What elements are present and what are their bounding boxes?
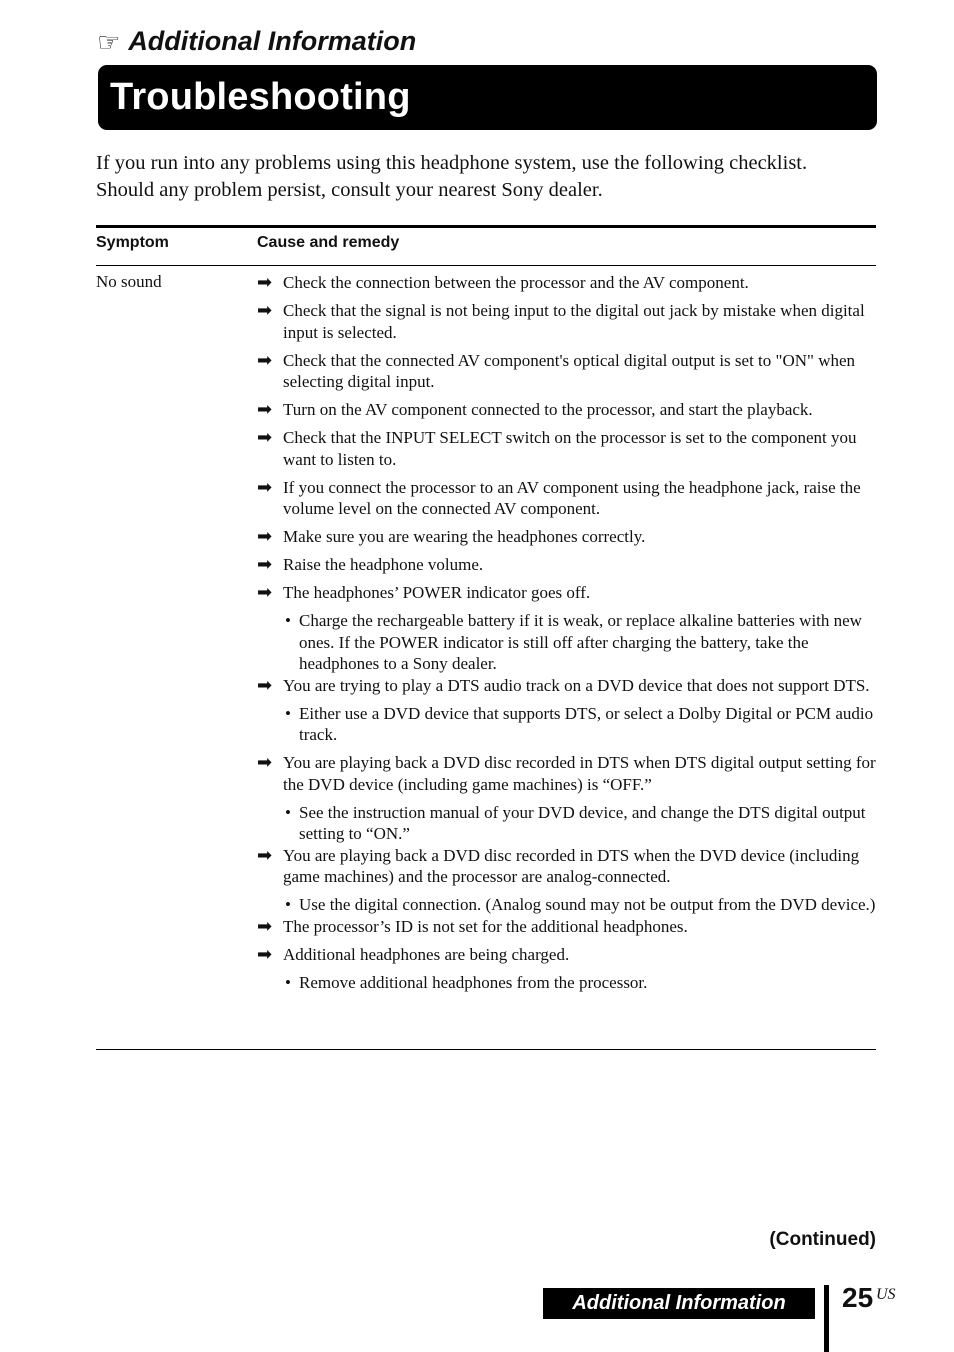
cause-item <box>257 845 877 888</box>
table-header-rule <box>96 265 876 266</box>
cause-item <box>257 477 877 520</box>
cause-item <box>257 675 877 697</box>
cause-text: Check that the signal is not being input to the digital out jack by mistake when digital input is selected. <box>283 301 865 342</box>
cause-text: You are playing back a DVD disc recorded in DTS when the DVD device (including game machines) and the processor are analog-connected. <box>283 845 860 886</box>
cause-text: Raise the headphone volume. <box>283 555 484 574</box>
cause-item <box>257 554 877 576</box>
section-title: Additional Information <box>128 26 417 56</box>
remedy-text: Charge the rechargeable battery if it is weak, or replace alkaline batteries with new ones. If the POWER indicator is still off after charging the battery, take the headphones to a Sony dealer. <box>299 611 862 673</box>
arrow-icon: ➡ <box>257 427 273 448</box>
cause-text: If you connect the processor to an AV component using the headphone jack, raise the volume level on the connected AV component. <box>283 477 861 518</box>
bullet-icon: • <box>285 703 291 723</box>
continued-label: (Continued) <box>769 1229 876 1250</box>
cause-text: You are playing back a DVD disc recorded in DTS when DTS digital output setting for the DVD device (including game machines) is “OFF.” <box>283 753 876 794</box>
cause-text: The processor’s ID is not set for the additional headphones. <box>283 916 688 936</box>
header-cause-remedy: Cause and remedy <box>257 234 400 251</box>
footer-rule <box>824 1285 829 1352</box>
remedy-item <box>257 802 877 845</box>
cause-item <box>257 427 877 470</box>
cause-text: Turn on the AV component connected to the processor, and start the playback. <box>283 400 813 419</box>
remedy-text: Remove additional headphones from the processor. <box>299 972 648 992</box>
cause-remedy-cell <box>257 272 877 1000</box>
intro-text: If you run into any problems using this headphone system, use the following checklist. Should any problem persist, consult your nearest Sony dealer. <box>96 152 808 201</box>
cause-item <box>257 582 877 604</box>
cause-item <box>257 752 877 795</box>
cause-item <box>257 944 877 966</box>
bullet-icon: • <box>285 802 291 822</box>
title-bar <box>98 65 877 130</box>
footer-section-tab <box>543 1288 815 1319</box>
arrow-icon: ➡ <box>257 674 273 696</box>
cause-item <box>257 300 877 343</box>
arrow-icon: ➡ <box>257 526 273 547</box>
section-header <box>97 26 416 57</box>
cause-item <box>257 272 877 294</box>
arrow-icon: ➡ <box>257 554 273 575</box>
footer-section-label: Additional Information <box>572 1292 786 1314</box>
page-region-suffix: US <box>876 1286 896 1303</box>
arrow-icon: ➡ <box>257 349 273 371</box>
cause-text: Check the connection between the processor and the AV component. <box>283 273 749 292</box>
remedy-text: Use the digital connection. (Analog sound may not be output from the DVD device.) <box>299 895 876 914</box>
header-symptom: Symptom <box>96 234 169 251</box>
arrow-icon: ➡ <box>257 476 273 498</box>
table-top-rule <box>96 225 876 228</box>
arrow-icon: ➡ <box>257 943 273 965</box>
cause-item <box>257 350 877 393</box>
bullet-icon: • <box>285 611 291 630</box>
arrow-icon: ➡ <box>257 399 273 420</box>
arrow-icon: ➡ <box>257 844 273 866</box>
cause-text: Check that the INPUT SELECT switch on the processor is set to the component you want to listen to. <box>283 428 857 469</box>
pointing-hand-icon: ☞ <box>97 26 121 57</box>
remedy-item <box>257 894 877 916</box>
page-title: Troubleshooting <box>110 76 411 118</box>
remedy-item <box>257 703 877 746</box>
remedy-text: See the instruction manual of your DVD device, and change the DTS digital output setting to “ON.” <box>299 802 866 843</box>
cause-text: Additional headphones are being charged. <box>283 944 570 964</box>
cause-text: Make sure you are wearing the headphones correctly. <box>283 527 646 546</box>
arrow-icon: ➡ <box>257 272 273 293</box>
bullet-icon: • <box>285 895 291 914</box>
cause-item <box>257 399 877 421</box>
table-bottom-rule <box>96 1049 876 1050</box>
page-number: 25 <box>842 1282 874 1313</box>
arrow-icon: ➡ <box>257 915 273 937</box>
bullet-icon: • <box>285 972 291 992</box>
cause-item <box>257 526 877 548</box>
cause-text: Check that the connected AV component's optical digital output is set to "ON" when selecting digital input. <box>283 350 856 391</box>
arrow-icon: ➡ <box>257 582 273 603</box>
cause-text: You are trying to play a DTS audio track on a DVD device that does not support DTS. <box>283 675 870 695</box>
symptom-cell: No sound <box>96 272 162 291</box>
arrow-icon: ➡ <box>257 300 273 321</box>
remedy-item <box>257 972 877 994</box>
cause-item <box>257 916 877 938</box>
remedy-item <box>257 610 877 675</box>
cause-text: The headphones’ POWER indicator goes off. <box>283 583 591 602</box>
remedy-text: Either use a DVD device that supports DTS, or select a Dolby Digital or PCM audio track. <box>299 703 874 744</box>
arrow-icon: ➡ <box>257 752 273 773</box>
